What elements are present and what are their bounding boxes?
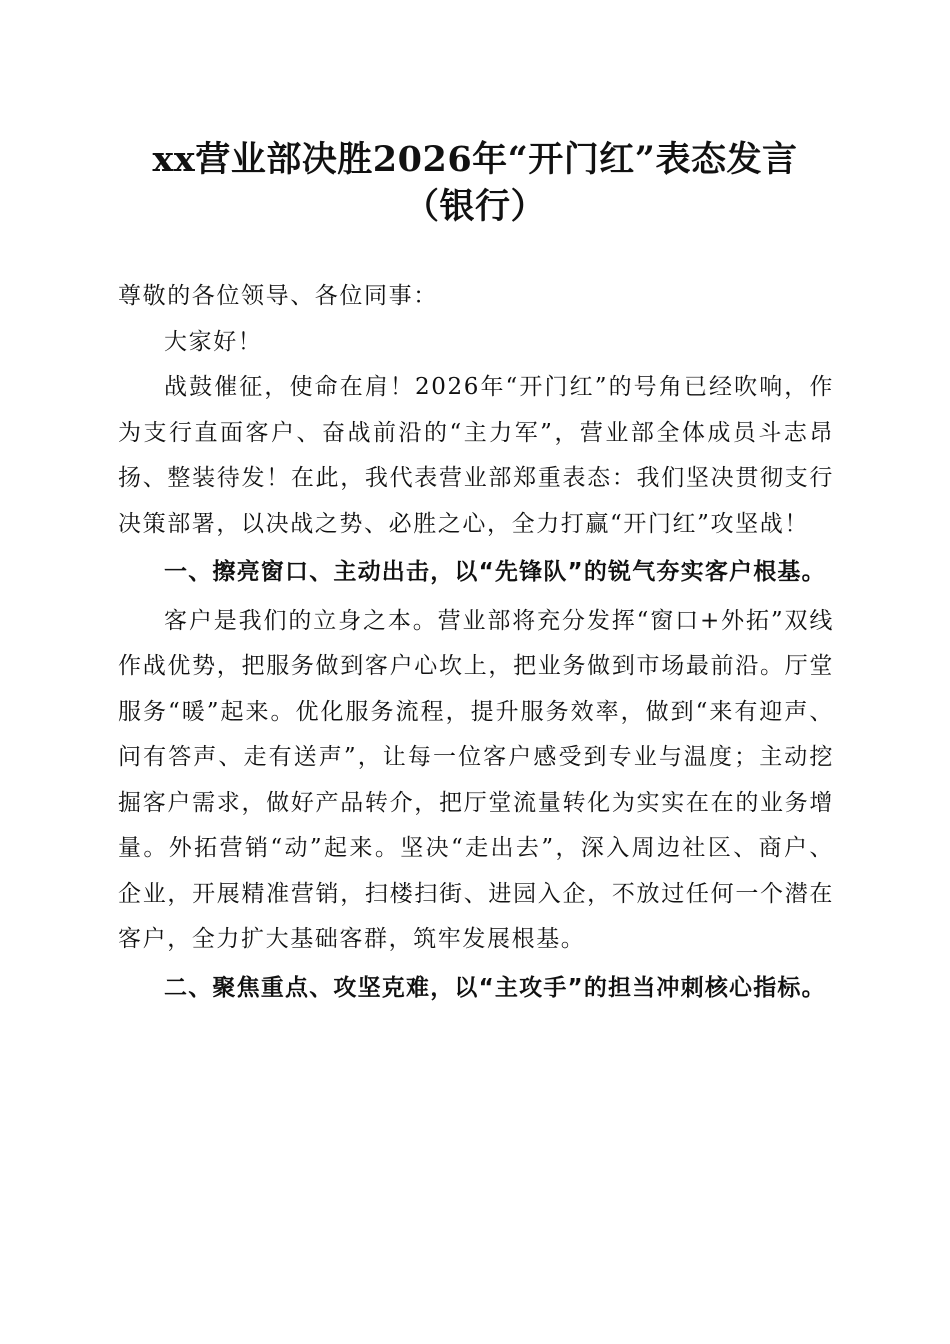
section-heading-2: 二、聚焦重点、攻坚克难，以“主攻手”的担当冲刺核心指标。 <box>164 974 826 1001</box>
document-body <box>118 274 834 1014</box>
salutation: 尊敬的各位领导、各位同事： <box>118 283 438 309</box>
greeting: 大家好！ <box>164 328 263 355</box>
document-subtitle: （银行） <box>403 186 546 227</box>
document-title: xx营业部决胜2026年“开门红”表态发言 <box>152 139 798 180</box>
paragraph-intro: 战鼓催征，使命在肩！2026年“开门红”的号角已经吹响，作为支行直面客户、奋战前沿的“主力军”，营业部全体成员斗志昂扬、整装待发！在此，我代表营业部郑重表态：我们坚决贯彻支行决策部署，以决战之势、必胜之心，全力打赢“开门红”攻坚战！ <box>118 374 834 537</box>
paragraph-section-1: 客户是我们的立身之本。营业部将充分发挥“窗口+外拓”双线作战优势，把服务做到客户心坎上，把业务做到市场最前沿。厅堂服务“暖”起来。优化服务流程，提升服务效率，做到“来有迎声、问有答声、走有送声”，让每一位客户感受到专业与温度；主动挖掘客户需求，做好产品转介，把厅堂流量转化为实实在在的业务增量。外拓营销“动”起来。坚决“走出去”，深入周边社区、商户、企业，开展精准营销，扫楼扫街、进园入企，不放过任何一个潜在客户，全力扩大基础客群，筑牢发展根基。 <box>118 607 834 952</box>
section-heading-1: 一、擦亮窗口、主动出击，以“先锋队”的锐气夯实客户根基。 <box>164 559 826 585</box>
